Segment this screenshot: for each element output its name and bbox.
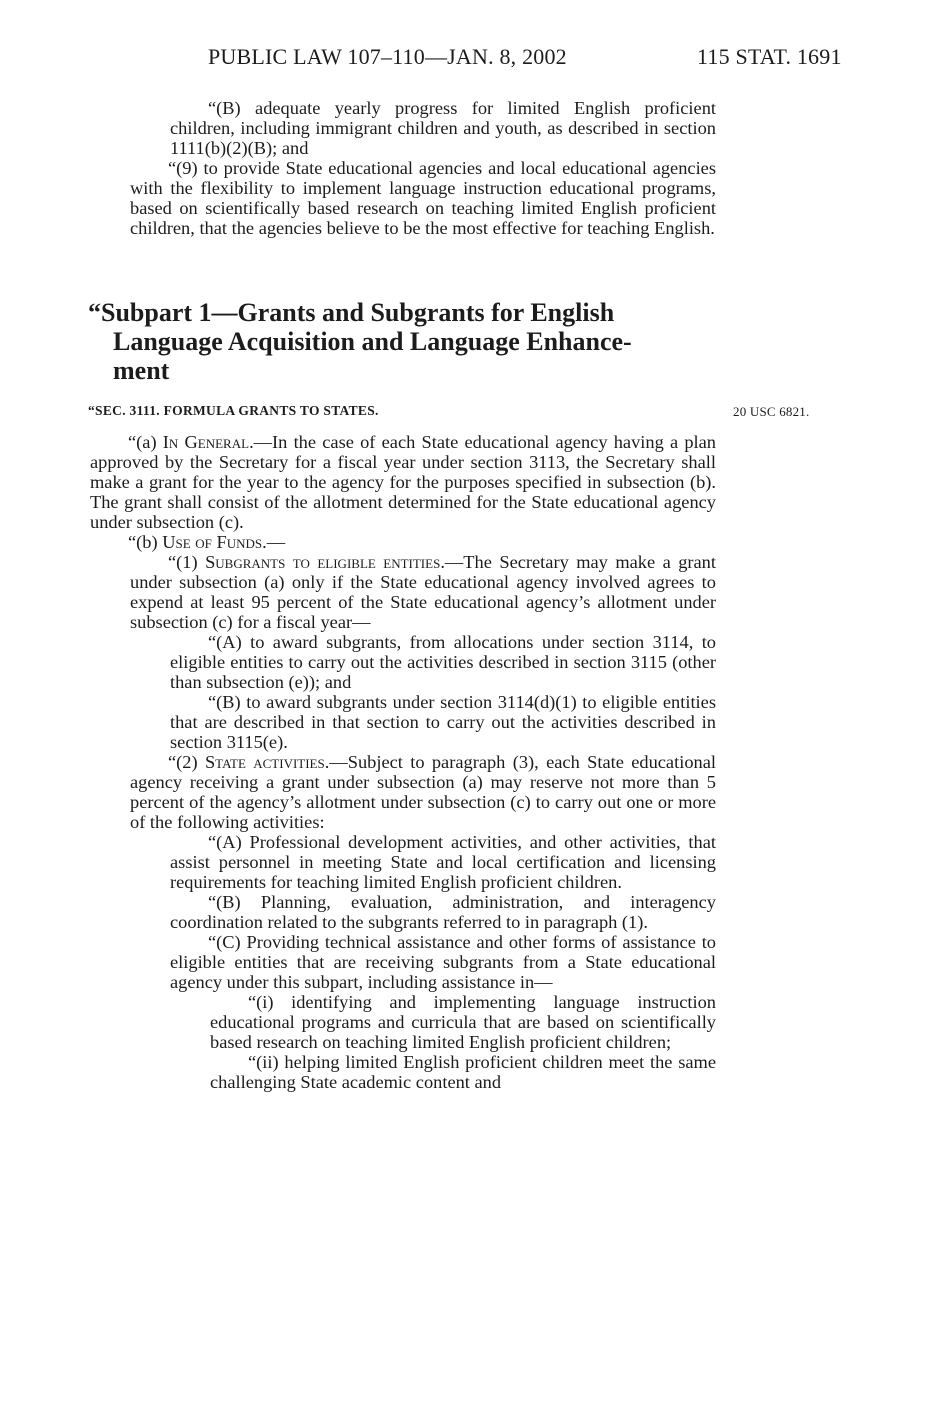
clause-b-progress: “(B) adequate yearly progress for limited English proficient children, including immigrant children and youth, as described in section 1111(b)(2)(B); and	[170, 98, 716, 158]
paragraph-b2-text: .—Subject to paragraph (3), each State educational agency receiving a grant under subsection (a) may reserve not more than 5 percent of the agency’s allotment under subsection (c) to carry out one or more of the following activities:	[130, 752, 716, 832]
subpart-title-line-1: “Subpart 1—Grants and Subgrants for English	[88, 298, 615, 327]
subsection-a-text: .—In the case of each State educational agency having a plan approved by the Secretary for a fiscal year under section 3113, the Secretary shall make a grant for the year to the agency for the purposes specified in subsection (b). The grant shall consist of the allotment determined for the State educational agency under subsection (c).	[90, 432, 717, 532]
subparagraph-b2c: “(C) Providing technical assistance and other forms of assistance to eligible entities that are receiving subgrants from a State educational agency under this subpart, including assistance in—	[170, 932, 716, 992]
section-heading: “SEC. 3111. FORMULA GRANTS TO STATES.	[88, 403, 379, 418]
subparagraph-b1b: “(B) to award subgrants under section 3114(d)(1) to eligible entities that are described in that section to carry out the activities described in section 3115(e).	[170, 692, 716, 752]
subpart-title-line-3: ment	[113, 356, 170, 385]
page-header	[0, 44, 940, 74]
subpart-title-line-2: Language Acquisition and Language Enhance-	[113, 327, 632, 356]
subpart-title	[88, 298, 728, 385]
clause-b2c-ii: “(ii) helping limited English proficient children meet the same challenging State academic content and	[210, 1052, 716, 1092]
paragraph-b1	[90, 552, 716, 632]
paragraph-b1-text: .—The Secretary may make a grant under subsection (a) only if the State educational agency involved agrees to expend at least 95 percent of the State educational agency’s allotment under subsection (c) for a fiscal year—	[130, 552, 716, 632]
subsection-b	[90, 532, 716, 552]
paragraph-b2-number: “(2)	[168, 752, 205, 772]
paragraph-b1-heading: Subgrants to eligible entities	[205, 552, 441, 572]
subparagraph-b1a: “(A) to award subgrants, from allocations under section 3114, to eligible entities to carry out the activities described in section 3115 (other than subsection (e)); and	[170, 632, 716, 692]
subsection-a-heading: In General	[162, 432, 250, 452]
subsection-a	[90, 432, 716, 532]
running-head-citation: PUBLIC LAW 107–110—JAN. 8, 2002	[208, 44, 567, 69]
paragraph-b1-number: “(1)	[168, 552, 206, 572]
subsection-b-heading: Use of Funds	[162, 532, 263, 552]
paragraph-b2	[90, 752, 716, 832]
running-head-page-number: 115 STAT. 1691	[697, 44, 842, 69]
paragraph-9-flexibility: “(9) to provide State educational agencies and local educational agencies with the flexibility to implement language instruction educational programs, based on scientifically based research on teaching limited English proficient children, that the agencies believe to be the most effective for teaching English.	[130, 158, 716, 238]
paragraph-b2-heading: State activities	[204, 752, 325, 772]
clause-b2c-i: “(i) identifying and implementing language instruction educational programs and curricula that are based on scientifically based research on teaching limited English proficient children;	[210, 992, 716, 1052]
intro-block	[130, 98, 716, 238]
subsection-b-text: .—	[262, 532, 286, 552]
subparagraph-b2a: “(A) Professional development activities, and other activities, that assist personnel in meeting State and local certification and licensing requirements for teaching limited English proficient children.	[170, 832, 716, 892]
section-body	[90, 432, 716, 1092]
margin-citation-note: 20 USC 6821.	[733, 404, 810, 419]
subsection-a-number: “(a)	[128, 432, 163, 452]
subsection-b-number: “(b)	[128, 532, 163, 552]
subparagraph-b2b: “(B) Planning, evaluation, administration, and interagency coordination related to the subgrants referred to in paragraph (1).	[170, 892, 716, 932]
